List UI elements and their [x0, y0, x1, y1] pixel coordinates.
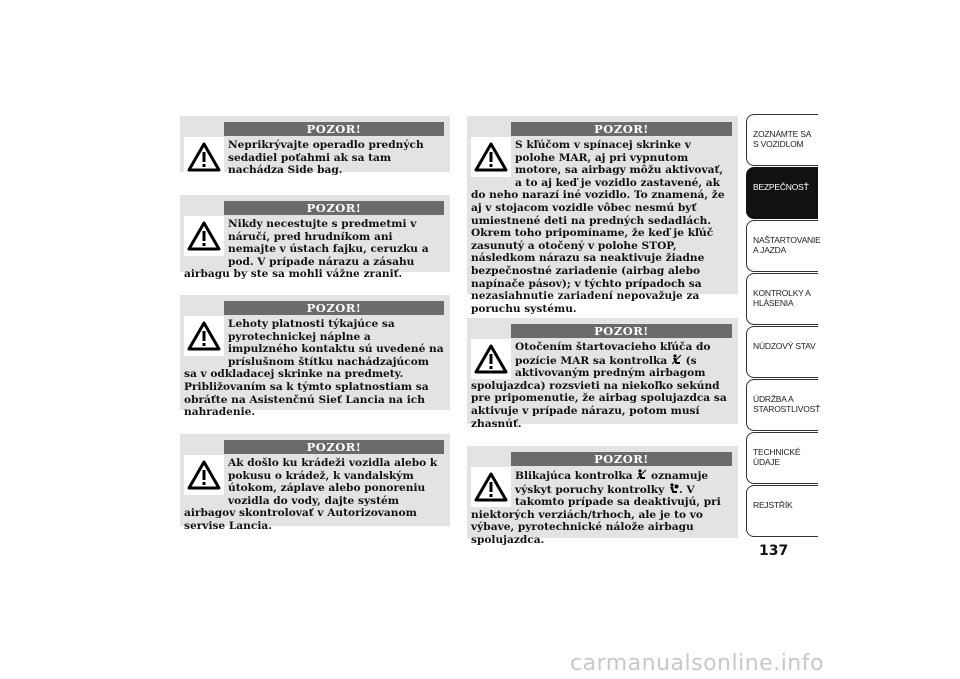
warning-text-first: Neprikrývajte operadlo predných sedadiel poťahmi ak sa tam nachádza Side bag. [228, 139, 424, 177]
warning-box-1 [180, 116, 450, 177]
tab-rejstrik[interactable]: REJSTŘÍK [746, 485, 818, 537]
warning-text-first: Nikdy necestujte s predmetmi v náručí, pred hrudníkom ani nemajte v ústach [228, 218, 417, 256]
warning-triangle-icon [184, 316, 224, 356]
warning-text-rest: záplave alebo ponoreniu vozidla do vody, dajte systém airbagov skontrolovať v Autorizovanom servise Lancia. [184, 482, 426, 532]
warning-heading: POZOR! [224, 301, 444, 315]
warning-text-rest: predným airbagom spolujazdca) rozsvieti na niekoľko sekúnd pre pripomenutie, že airbag spolujazdca sa aktivuje v prípade nárazu, potom musí zhasnúť. [471, 367, 727, 430]
warning-text-first-c: . V takomto prípade [515, 483, 695, 509]
warning-triangle-icon [471, 137, 511, 177]
warning-text-first: Blikajúca kontrolka [515, 470, 633, 482]
airbag-off-icon [636, 469, 647, 480]
tab-technicke-udaje[interactable]: TECHNICKÉ ÚDAJE [746, 432, 818, 484]
airbag-warning-icon [668, 483, 679, 494]
warning-box-5 [467, 116, 738, 315]
tab-nudzovy-stav[interactable]: NÚDZOVÝ STAV [746, 326, 818, 378]
tab-bezpecnost[interactable]: BEZPEČNOSŤ [746, 167, 818, 219]
warning-box-2 [180, 195, 450, 281]
warning-box-6 [467, 318, 738, 430]
warning-triangle-icon [184, 137, 224, 177]
warning-heading: POZOR! [224, 201, 444, 215]
warning-triangle-icon [471, 467, 511, 507]
warning-triangle-icon [184, 455, 224, 495]
warning-box-7 [467, 446, 738, 546]
warning-text-first: Ak došlo ku krádeži vozidla alebo k pokusu o krádež, k vandalským útokom, [228, 457, 438, 495]
airbag-off-icon [671, 354, 682, 365]
warning-triangle-icon [471, 339, 511, 379]
tab-udrzba[interactable]: ÚDRŽBA A STAROSTLIVOSŤ [746, 379, 818, 431]
warning-heading: POZOR! [511, 122, 732, 136]
tab-zoznamte-sa[interactable]: ZOZNÁMTE SA S VOZIDLOM [746, 114, 818, 166]
warning-text-first: Otočením štartovacieho kľúča do pozície MAR sa kontrolka [515, 341, 711, 367]
page-number: 137 [759, 543, 789, 559]
watermark: carmanualsonline.info [570, 651, 824, 676]
warning-box-4 [180, 434, 450, 532]
warning-text-first: Lehoty platnosti týkajúce sa pyrotechnickej náplne a impulzného [228, 318, 395, 356]
warning-box-3 [180, 295, 450, 419]
warning-heading: POZOR! [511, 324, 732, 338]
tab-nastartovanie[interactable]: NAŠTARTOVANIE A JAZDA [746, 220, 818, 272]
warning-triangle-icon [184, 216, 224, 256]
tab-kontrolky[interactable]: KONTROLKY A HLÁSENIA [746, 273, 818, 325]
warning-text-rest: sa deaktivujú, pri niektorých verziách/trhoch, ale je to vo výbave, pyrotechnické nálože airbagu spolujazdca. [471, 496, 721, 546]
warning-heading: POZOR! [224, 122, 444, 136]
warning-heading: POZOR! [224, 440, 444, 454]
warning-text-rest: môžu aktivovať, a to aj keď je vozidlo zastavené, ak do neho narazí iné vozidlo. To znamená, že aj v stojacom vozidle vôbec nesmú byť umiestnené deti na predných sedadlách. Okrem toho pripomíname, že keď je kľúč zasunutý a otočený v polohe STOP, následkom nárazu sa neaktivuje žiadne bezpečnostné zariadenie (airbag alebo napínače pásov); v týchto prípadoch sa nezasiahnutie zariadení nepovažuje za poruchu systému. [471, 164, 725, 315]
warning-heading: POZOR! [511, 452, 732, 466]
chapter-tabs [746, 114, 821, 538]
warning-text-first: S kľúčom v spínacej skrinke v polohe MAR, aj pri vypnutom motore, sa airbagy [515, 139, 691, 177]
warning-text-rest: fajku, ceruzku a pod. V prípade nárazu a zásahu airbagu by ste sa mohli vážne zraniť. [184, 243, 429, 281]
warning-text-rest: kontaktu sú uvedené na príslušnom štítku nachádzajúcom sa v odkladacej skrinke na predmety. Približovaním sa k týmto splatnostiam sa obráťte na Asistenčnú Sieť Lancia na ich nahradenie. [184, 343, 444, 419]
warning-text-first-b: oznamuje výskyt poruchy kontrolky [515, 470, 709, 496]
warning-text-first-b: (s aktivovaným [515, 354, 697, 380]
